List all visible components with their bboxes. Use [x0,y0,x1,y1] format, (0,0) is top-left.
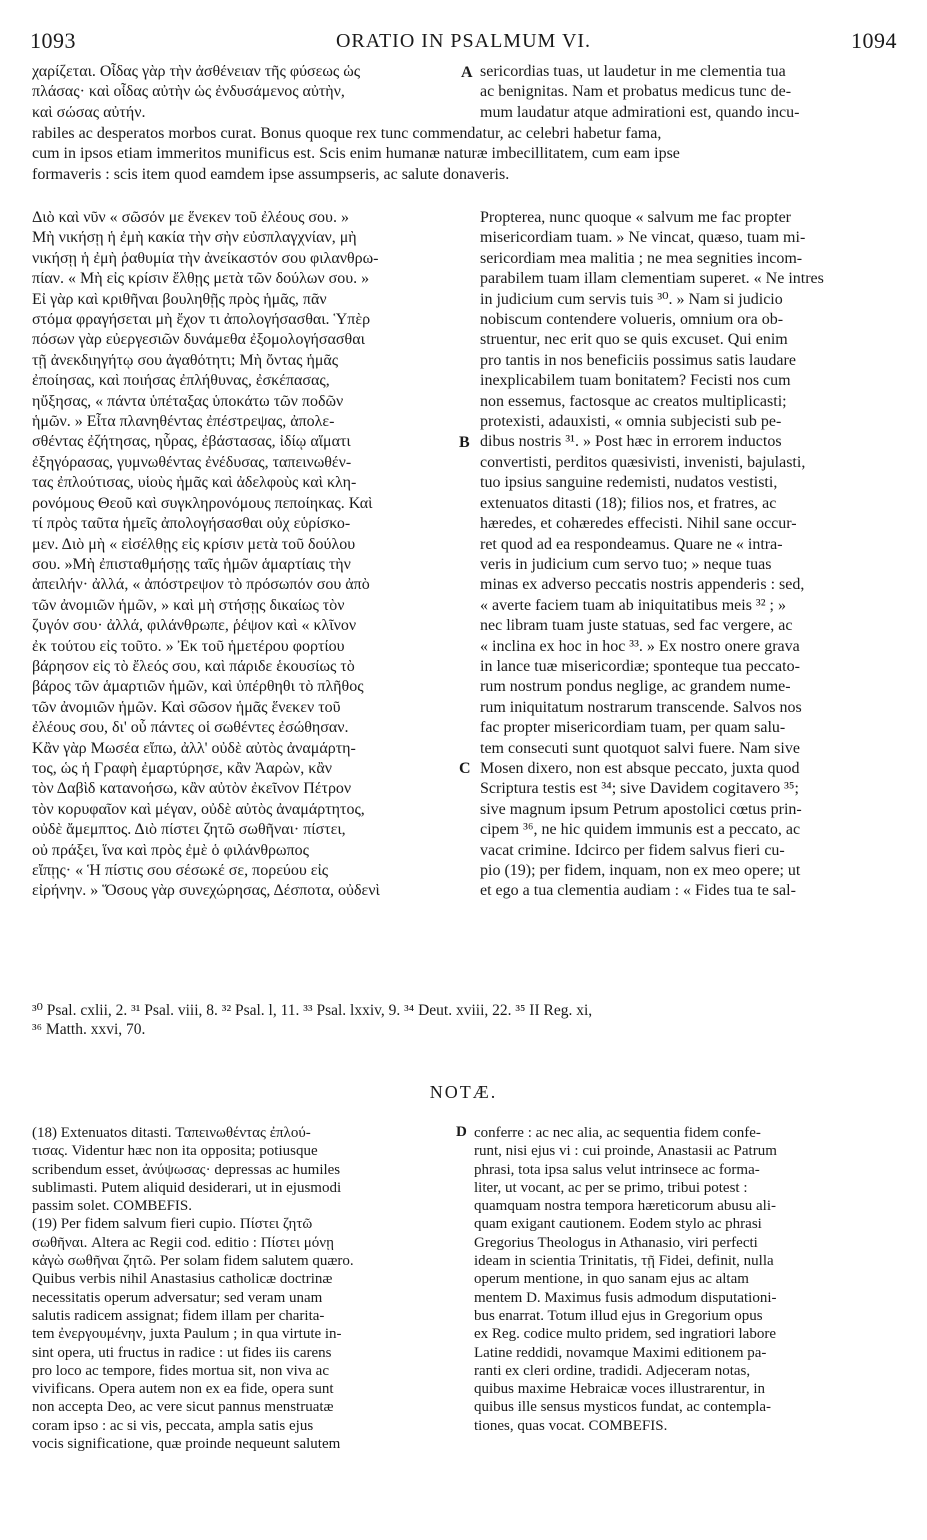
text-line: et ego a tua clementia audiam : « Fides tua te sal- [480,882,796,900]
text-line: εἰρήνην. » Ὅσους γὰρ συνεχώρησας, Δέσποτα, οὐδενὶ [32,882,380,900]
text-line: in judicium cum servis tuis ³⁰. » Nam si judicio [480,290,783,308]
text-line: convertisti, perditos quæsivisti, invenisti, bajulasti, [480,453,806,471]
note-line: Quibus verbis nihil Anastasius catholicæ doctrinæ [32,1271,333,1288]
text-line: pio (19); per fidem, inquam, non ex meo opere; ut [480,862,801,879]
footnotes [32,1001,897,1039]
notes-left-column [32,1124,444,1453]
footnote-line: ³⁶ Matth. xxvi, 70. [32,1021,146,1038]
text-line: in lance tuæ misericordiæ; sponteque tua peccato- [480,657,800,675]
text-line: protexisti, adauxisti, « omnia subjecisti sub pe- [480,413,782,431]
margin-marker-a: A [461,64,473,81]
text-line: τί πρὸς ταῦτα ἡμεῖς ἀπολογήσασθαι οὐχ εὑρίσκο- [32,515,351,533]
text-line: misericordiam tuam. » Ne vincat, quæso, tuam mi- [480,229,806,247]
text-line: rum nostrum pondus neglige, ac grandem nume- [480,678,791,696]
note-line: (18) Extenuatos ditasti. Ταπεινωθέντας ἐπλού- [32,1125,311,1141]
text-line: χαρίζεται. Οἶδας γὰρ τὴν ἀσθένειαν τῆς φύσεως ὡς [32,63,361,80]
text-line: struentur, nec erit quo se quis excuset. Qui enim [480,331,788,349]
note-line: salutis radicem assignat; fidem illam per charita- [32,1307,325,1324]
text-line: πόσων γὰρ εὐεργεσιῶν δυνάμεθα ἐξομολογήσασθαι [32,331,365,349]
note-line: ex Reg. codice multo pridem, sed ingratiori labore [474,1326,776,1343]
note-line: runt, nisi ejus vi : cui proinde, Anastasii ac Patrum [474,1143,777,1160]
greek-top-block [32,62,458,123]
text-line: « averte faciem tuam ab iniquitatibus meis ³² ; » [480,596,786,614]
text-line: Διὸ καὶ νῦν « σῶσόν με ἕνεκεν τοῦ ἐλέους σου. » [32,209,349,226]
notes-heading: NOTÆ. [429,1082,498,1102]
text-line: sericordias tuas, ut laudetur in me clementia tua [480,63,786,80]
text-line: βάρος τῶν ἁμαρτιῶν ἡμῶν, καὶ ὑπέρθηθι τὸ πλῆθος [32,678,364,696]
text-line: τῶν ἀνομιῶν ἡμῶν, » καὶ μὴ στήσῃς δικαίως τὸν [32,596,345,614]
text-line: ἀπειλήν· ἀλλά, « ἀπόστρεψον τὸ πρόσωπόν σου ἀπὸ [32,576,370,594]
text-line: mum laudatur atque admirationi est, quando incu- [480,103,800,121]
text-line: ηὔξησας, « πάντα ὑπέταξας ὑποκάτω τῶν ποδῶν [32,392,344,410]
note-line: liter, ut vocant, ac per se primo, tribui potest : [474,1179,748,1196]
text-line: « inclina ex hoc in hoc ³³. » Ex nostro onere grava [480,637,800,655]
text-line: μεν. Διὸ μὴ « εἰσέλθῃς εἰς κρίσιν μετὰ τοῦ δούλου [32,535,356,553]
left-page-number: 1093 [30,28,76,53]
text-line: formaveris : scis item quod eamdem ipse assumpseris, ac salute donaveris. [32,165,510,183]
text-line: τας ἐπλούτισας, υἱοὺς ἡμᾶς καὶ ἀδελφοὺς καὶ κλη- [32,474,357,492]
note-line: vivificans. Opera autem non ex ea fide, opera sunt [32,1381,334,1398]
text-line: nobiscum contendere volueris, omnium ora ob- [480,311,784,329]
text-line: ἐξηγόρασας, γυμνωθέντας ἐνέδυσας, ταπεινωθέν- [32,453,352,471]
running-title: ORATIO IN PSALMUM VI. [335,30,592,52]
note-line: operum mentione, in quo sanam ejus ac altam [474,1271,749,1288]
note-line: (19) Per fidem salvum fieri cupio. Πίστει ζητῶ [32,1216,313,1233]
note-line: sint opera, uti fructus in radice : ut fides iis carens [32,1344,332,1361]
text-line: pro tantis in nos beneficiis possimus satis laudare [480,351,796,369]
note-line: τισας. Videntur hæc non ita opposita; potiusque [32,1143,318,1160]
note-line: pro loco ac tempore, fides mortua sit, non viva ac [32,1362,329,1379]
note-line: phrasi, tota ipsa salus velut intrinsece ac forma- [474,1161,760,1178]
text-line: Εἰ γὰρ καὶ κριθῆναι βουληθῇς πρὸς ἡμᾶς, πᾶν [32,290,327,308]
footnote-line: ³⁰ Psal. cxlii, 2. ³¹ Psal. viii, 8. ³² Psal. l, 11. ³³ Psal. lxxiv, 9. ³⁴ Deut. xviii, 22. ³⁵ II Reg. xi, [32,1002,593,1019]
text-line: σθέντας ἐζήτησας, ηὗρας, ἐβάστασας, ἰδίῳ αἵματι [32,433,351,451]
margin-marker-d: D [456,1124,467,1140]
text-line: πλάσας· καὶ οἶδας αὐτὴν ὡς ἐνδυσάμενος αὐτὴν, [32,83,345,101]
text-line: Scriptura testis est ³⁴; sive Davidem cogitavero ³⁵; [480,780,799,798]
note-line: conferre : ac nec alia, ac sequentia fidem confe- [474,1125,761,1141]
text-line: Propterea, nunc quoque « salvum me fac propter [480,209,792,226]
text-line: fac propter misericordiam tuam, per quam salu- [480,719,786,737]
text-line: extenuatos ditasti (18); filios nos, et fratres, ac [480,494,777,512]
text-line: πίαν. « Μὴ εἰς κρίσιν ἔλθῃς μετὰ τῶν δούλων σου. » [32,270,370,288]
text-line: ἐποίησας, καὶ ποιήσας ἐπλήθυνας, ἐσκέπασας, [32,372,330,390]
note-line: σωθῆναι. Altera ac Regii cod. editio : Πίστει μόνῃ [32,1234,334,1251]
text-line: ἐκ τούτου εἰς τοῦτο. » Ἐκ τοῦ ἡμετέρου φορτίου [32,637,345,655]
latin-top-block [480,62,897,123]
text-line: ἡμῶν. » Εἶτα πλανηθέντας ἐπέστρεψας, ἀπολε- [32,413,335,431]
note-line: κἀγὼ σωθῆναι ζητῶ. Per solam fidem salutem quæro. [32,1253,354,1270]
text-line: νικήσῃ ἡ ἐμὴ ῥαθυμία τὴν ἀνείκαστόν σου φιλανθρω- [32,249,379,267]
text-line: rabiles ac desperatos morbos curat. Bonus quoque rex tunc commendatur, ac celebri habetur fama, [32,125,662,142]
text-line: καὶ σώσας αὐτήν. [32,103,146,121]
text-line: Mosen dixero, non est absque peccato, juxta quod [480,759,800,777]
text-line: sericordiam mea malitia ; ne mea segnities incom- [480,249,803,267]
note-line: quamquam nostra tempora hæreticorum abusu ali- [474,1198,776,1215]
text-line: cipem ³⁶, ne hic quidem immunis est a peccato, ac [480,821,801,839]
text-line: nec libram tuam juste statuas, sed fac vergere, ac [480,617,793,635]
text-line: Μὴ νικήσῃ ἡ ἐμὴ κακία τὴν σὴν εὐσπλαγχνίαν, μὴ [32,229,357,247]
margin-marker-c: C [459,760,471,777]
text-line: vacat crimine. Idcirco per fidem salvus fieri cu- [480,841,785,859]
right-page-number: 1094 [851,28,897,53]
text-line: veris in judicium cum servo tuo; » neque tuas [480,555,772,573]
text-line: ret quod ad ea respondeamus. Quare ne « intra- [480,535,783,553]
text-line: Κἂν γὰρ Μωσέα εἴπω, ἀλλ' οὐδὲ αὐτὸς ἀναμάρτη- [32,739,356,757]
note-line: ideam in scientia Trinitatis, τῇ Fidei, definit, nulla [474,1253,774,1270]
text-line: rum iniquitatum nostrarum transcende. Salvos nos [480,698,802,716]
text-line: cum in ipsos etiam immeritos munificus est. Scis enim humanæ naturæ imbecillitatem, cum eam ipse [32,145,680,163]
note-line: vocis significatione, quæ proinde nequeunt salutem [32,1436,341,1453]
note-line: tem ἐνεργουμένην, juxta Paulum ; in qua virtute in- [32,1326,342,1343]
text-line: τος, ὡς ἡ Γραφὴ ἐμαρτύρησε, κἂν Ἀαρὼν, κἂν [32,759,332,777]
notes-right-column [474,1124,897,1435]
note-line: sublimasti. Putem aliquid desiderari, ut in ejusmodi [32,1179,342,1196]
latin-column [480,208,897,902]
note-line: passim solet. COMBEFIS. [32,1198,193,1215]
note-line: Gregorius Theologus in Athanasio, viri perfecti [474,1234,758,1251]
note-line: quibus ille sensus mysticos fundat, ac contempla- [474,1399,772,1416]
note-line: tiones, quas vocat. COMBEFIS. [474,1417,668,1434]
text-line: σου. »Μὴ ἐπισταθμήσῃς ταῖς ἡμῶν ἁμαρτίαις τὴν [32,555,351,573]
note-line: coram ipso : ac si vis, peccata, ampla satis ejus [32,1417,314,1434]
text-line: parabilem tuam illam clementiam superet. « Ne intres [480,270,824,288]
text-line: εἴπῃς· « Ἡ πίστις σου σέσωκέ σε, πορεύου εἰς [32,862,329,879]
note-line: quibus maxime Hebraicæ voces illustrarentur, in [474,1381,765,1398]
text-line: sive magnum ipsum Petrum apostolici cœtus prin- [480,800,802,818]
margin-marker-b: B [459,434,470,451]
text-line: ac benignitas. Nam et probatus medicus tunc de- [480,83,792,101]
note-line: quam exigant cautionem. Eodem stylo ac phrasi [474,1216,762,1233]
text-line: minas ex adverso peccatis nostris appenderis : sed, [480,576,805,594]
note-line: mentem D. Maximus fusis admodum disputationi- [474,1289,777,1306]
text-line: ἐλέους σου, δι' οὗ πάντες οἱ σωθέντες ἐσώθησαν. [32,719,349,737]
note-line: necessitatis operum adversatur; sed veram unam [32,1289,323,1306]
text-line: tuo ipsius sanguine redemisti, nudatos vestisti, [480,474,778,492]
text-line: στόμα φραγήσεται μὴ ἔχον τι ἀπολογήσασθαι. Ὑπὲρ [32,311,371,329]
text-line: τὸν κορυφαῖον καὶ μέγαν, οὐδὲ αὐτὸς ἀναμάρτητος, [32,800,365,818]
text-line: τῶν ἀνομιῶν ἡμῶν. Καὶ σῶσον ἡμᾶς ἕνεκεν τοῦ [32,698,341,716]
text-line: τὸν Δαβὶδ κατανοήσω, κἂν αὐτὸν ἐκεῖνον Πέτρον [32,780,352,798]
note-line: scribendum esset, ἀνύψωσας· depressas ac humiles [32,1161,341,1178]
text-line: tem consecuti sunt quotquot salvi fuere. Nam sive [480,739,800,757]
text-line: dibus nostris ³¹. » Post hæc in errorem inductos [480,433,782,451]
text-line: βάρησον εἰς τὸ ἔλεός σου, καὶ πάριδε ἑκουσίως τὸ [32,657,355,675]
text-line: οὐδὲ ἄμεμπτος. Διὸ πίστει ζητῶ σωθῆναι· πίστει, [32,821,346,839]
note-line: bus enarrat. Totum illud ejus in Gregorium opus [474,1307,763,1324]
note-line: Latine reddidi, novamque Maximi editionem pa- [474,1344,767,1361]
text-line: inexplicabilem tuam bonitatem? Fecisti nos cum [480,372,791,390]
text-line: ζυγόν σου· ἀλλά, φιλάνθρωπε, ῥέψον καὶ « κλῖνον [32,617,357,635]
note-line: non accepta Deo, ac vere sicut pannus menstruatæ [32,1399,334,1416]
text-line: ρονόμους Θεοῦ καὶ συγκληρονόμους πεποίηκας. Καὶ [32,494,373,512]
running-header [30,28,897,58]
greek-column [32,208,458,902]
latin-full-width-block [32,124,895,185]
text-line: non essemus, factosque ac creatos multiplicasti; [480,392,787,410]
note-line: ranti ex cleri ordine, tradidi. Adjeceram notas, [474,1362,751,1379]
text-line: hæredes, et cohæredes effecisti. Nihil sane occur- [480,515,797,533]
text-line: τῇ ἀνεκδιηγήτῳ σου ἀγαθότητι; Μὴ ὄντας ἡμᾶς [32,351,339,369]
text-line: οὐ πράξει, ἵνα καὶ πρὸς ἐμὲ ὁ φιλάνθρωπος [32,841,309,859]
